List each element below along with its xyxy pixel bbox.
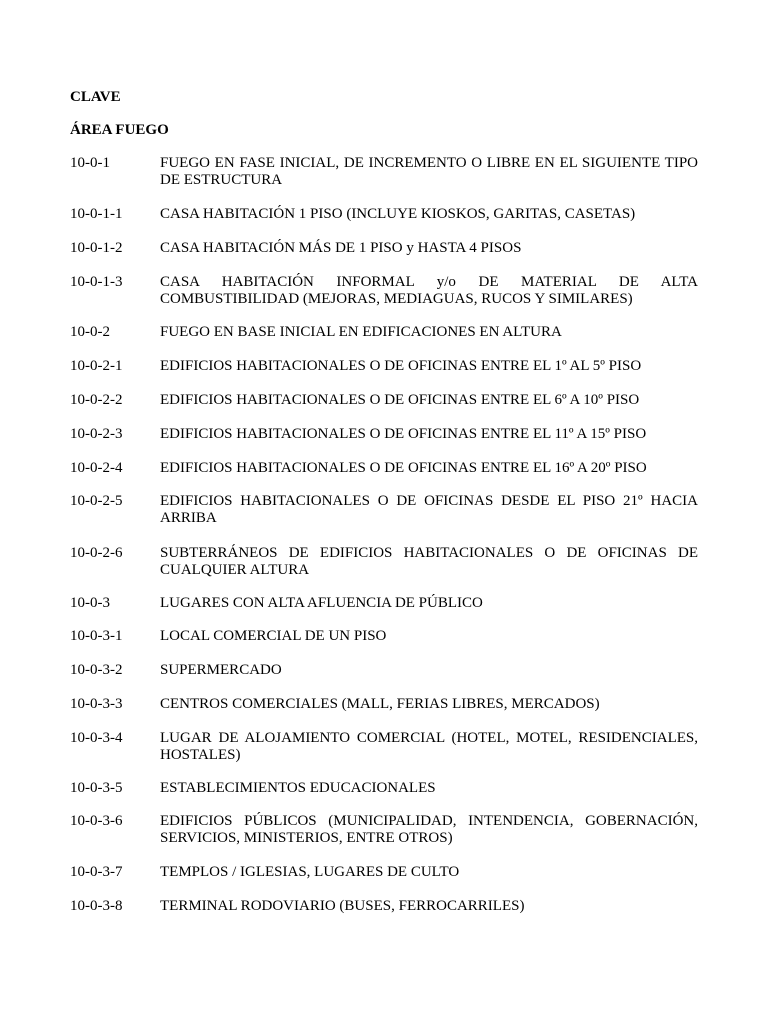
entry-description: LOCAL COMERCIAL DE UN PISO: [160, 628, 387, 644]
entry-code: 10-0-3-5: [70, 780, 123, 796]
entry-code: 10-0-1-3: [70, 274, 123, 290]
entry-code: 10-0-3-8: [70, 898, 123, 914]
code-entry: [70, 813, 698, 847]
code-entry: [70, 628, 698, 645]
entry-description: LUGARES CON ALTA AFLUENCIA DE PÚBLICO: [160, 595, 483, 611]
code-entry: [70, 696, 698, 713]
code-entry: [70, 545, 698, 579]
code-entry: [70, 780, 698, 797]
entry-description: ESTABLECIMIENTOS EDUCACIONALES: [160, 780, 436, 796]
entry-description: EDIFICIOS HABITACIONALES O DE OFICINAS ENTRE EL 11º A 15º PISO: [160, 426, 647, 442]
entry-description: TEMPLOS / IGLESIAS, LUGARES DE CULTO: [160, 864, 460, 880]
entry-description: SUBTERRÁNEOS DE EDIFICIOS HABITACIONALES O DE OFICINAS DE CUALQUIER ALTURA: [160, 545, 698, 578]
code-entry: [70, 392, 698, 409]
entry-code: 10-0-3-3: [70, 696, 123, 712]
code-entry: [70, 324, 698, 341]
entry-code: 10-0-1: [70, 155, 110, 171]
entry-description: CENTROS COMERCIALES (MALL, FERIAS LIBRES, MERCADOS): [160, 696, 600, 712]
entry-code: 10-0-2: [70, 324, 110, 340]
code-entry: [70, 864, 698, 881]
code-entry: [70, 595, 698, 612]
entry-description: FUEGO EN BASE INICIAL EN EDIFICACIONES EN ALTURA: [160, 324, 562, 340]
entry-description: EDIFICIOS HABITACIONALES O DE OFICINAS ENTRE EL 16º A 20º PISO: [160, 460, 647, 476]
entry-description: TERMINAL RODOVIARIO (BUSES, FERROCARRILES): [160, 898, 525, 914]
code-entry: [70, 206, 698, 223]
entry-code: 10-0-2-5: [70, 493, 123, 509]
entry-description: CASA HABITACIÓN 1 PISO (INCLUYE KIOSKOS, GARITAS, CASETAS): [160, 206, 636, 222]
entry-description: EDIFICIOS HABITACIONALES O DE OFICINAS ENTRE EL 1º AL 5º PISO: [160, 358, 642, 374]
entry-code: 10-0-2-6: [70, 545, 123, 561]
code-entry: [70, 662, 698, 679]
entry-code: 10-0-1-2: [70, 240, 123, 256]
entry-code: 10-0-3-2: [70, 662, 123, 678]
code-entry: [70, 240, 698, 257]
entry-code: 10-0-1-1: [70, 206, 123, 222]
code-entry: [70, 358, 698, 375]
entry-description: EDIFICIOS HABITACIONALES O DE OFICINAS ENTRE EL 6º A 10º PISO: [160, 392, 640, 408]
code-entry: [70, 493, 698, 527]
entry-code: 10-0-2-4: [70, 460, 123, 476]
entry-code: 10-0-3-6: [70, 813, 123, 829]
entry-code: 10-0-3-4: [70, 730, 123, 746]
entry-description: EDIFICIOS HABITACIONALES O DE OFICINAS DESDE EL PISO 21º HACIA ARRIBA: [160, 493, 698, 526]
heading-clave: CLAVE: [70, 89, 121, 105]
entry-description: CASA HABITACIÓN INFORMAL y/o DE MATERIAL DE ALTA COMBUSTIBILIDAD (MEJORAS, MEDIAGUAS, RUCOS Y SIMILARES): [160, 274, 698, 307]
entry-code: 10-0-3-7: [70, 864, 123, 880]
code-entry: [70, 898, 698, 915]
entry-description: CASA HABITACIÓN MÁS DE 1 PISO y HASTA 4 PISOS: [160, 240, 522, 256]
code-entry: [70, 274, 698, 308]
code-entry: [70, 155, 698, 189]
entry-code: 10-0-2-2: [70, 392, 123, 408]
entry-code: 10-0-2-1: [70, 358, 123, 374]
heading-area-fuego: ÁREA FUEGO: [70, 122, 169, 138]
entry-code: 10-0-3-1: [70, 628, 123, 644]
entry-code: 10-0-2-3: [70, 426, 123, 442]
entry-description: EDIFICIOS PÚBLICOS (MUNICIPALIDAD, INTENDENCIA, GOBERNACIÓN, SERVICIOS, MINISTERIOS, ENTRE OTROS): [160, 813, 698, 846]
code-entry: [70, 460, 698, 477]
code-entry: [70, 730, 698, 764]
code-entry: [70, 426, 698, 443]
entry-description: SUPERMERCADO: [160, 662, 282, 678]
entry-description: LUGAR DE ALOJAMIENTO COMERCIAL (HOTEL, MOTEL, RESIDENCIALES, HOSTALES): [160, 730, 698, 763]
entry-description: FUEGO EN FASE INICIAL, DE INCREMENTO O LIBRE EN EL SIGUIENTE TIPO DE ESTRUCTURA: [160, 155, 698, 188]
entry-code: 10-0-3: [70, 595, 110, 611]
